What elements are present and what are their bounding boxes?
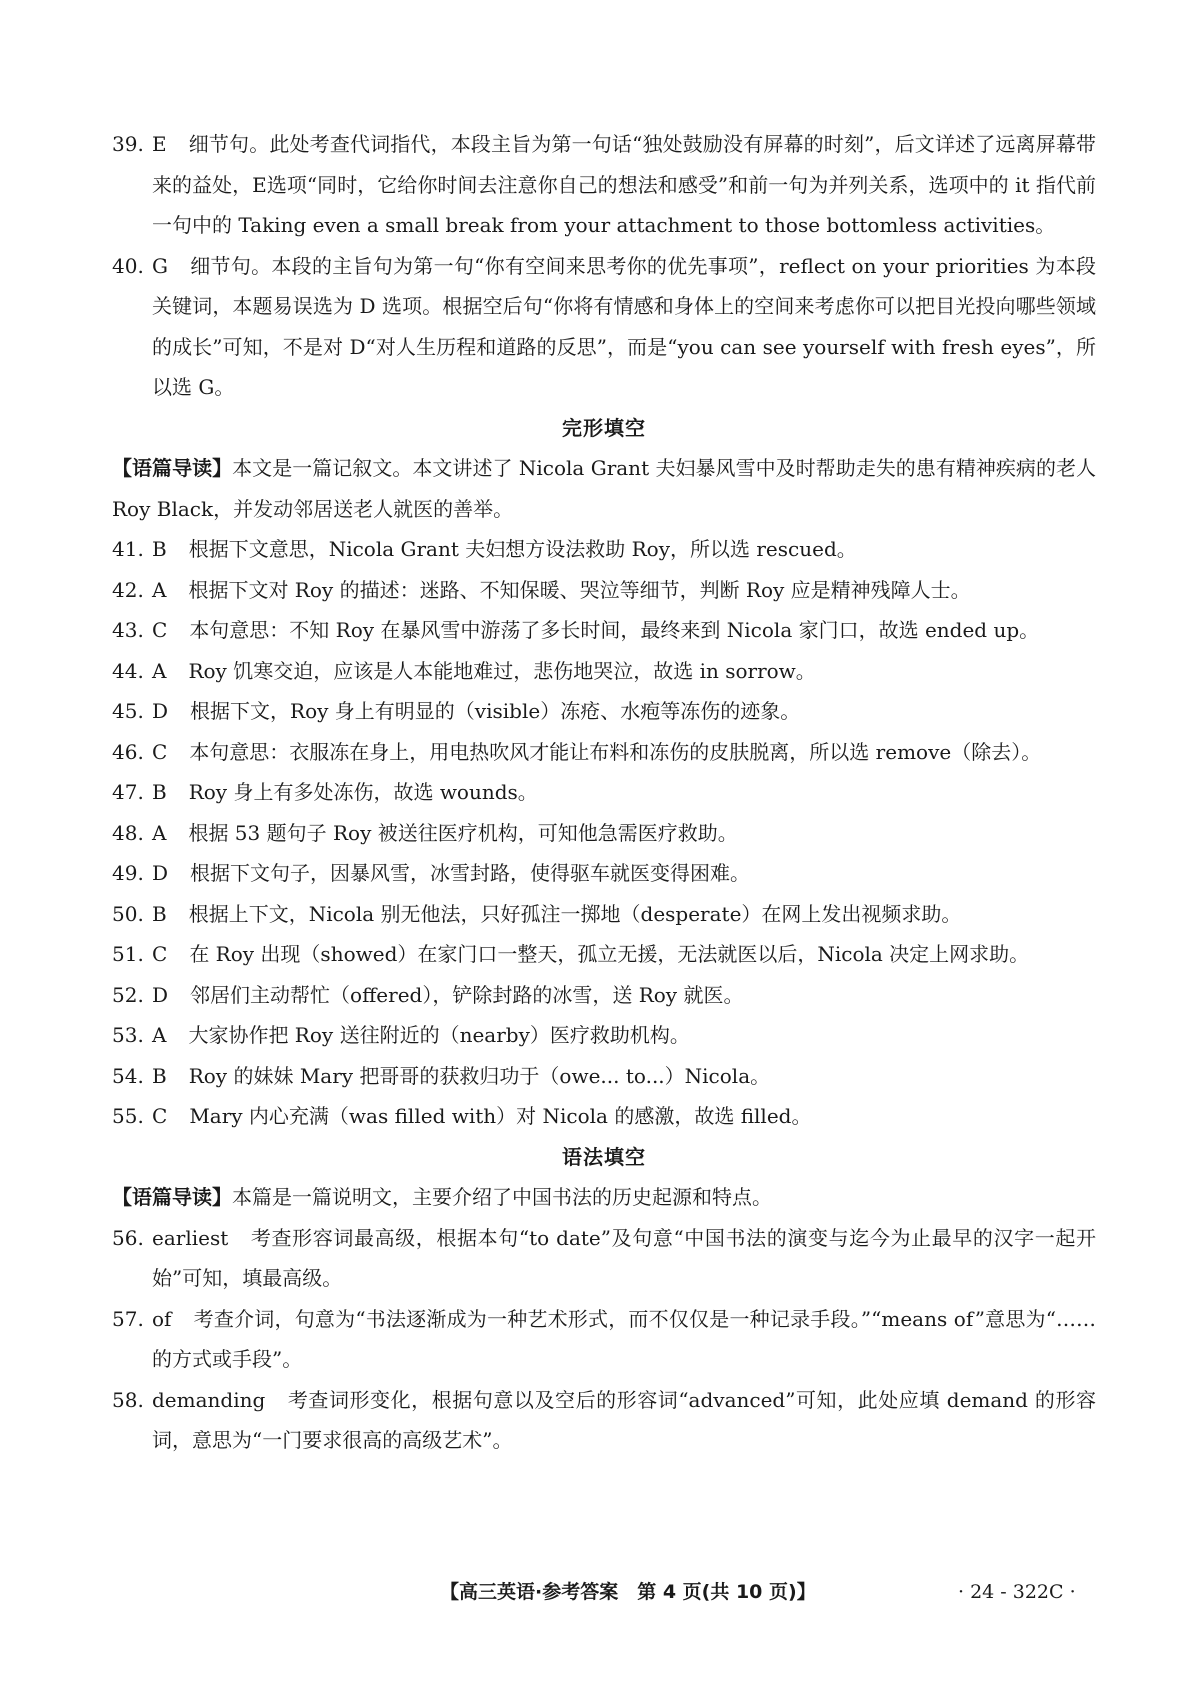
answer-item	[112, 732, 1096, 773]
answer-item	[112, 1299, 1096, 1380]
answer-item	[112, 1380, 1096, 1461]
answer-key: C	[152, 1104, 168, 1128]
grammar-answers	[112, 1218, 1096, 1461]
answer-key: earliest	[152, 1225, 229, 1250]
answer-number: 51.	[112, 942, 144, 966]
answer-item	[112, 853, 1096, 894]
answer-explanation: 本句意思：衣服冻在身上，用电热吹风才能让布料和冻伤的皮肤脱离，所以选 remove（除去）。	[189, 739, 1042, 764]
answer-key: B	[152, 780, 167, 804]
answer-item	[112, 124, 1096, 246]
answer-explanation: 考查词形变化，根据句意以及空后的形容词“advanced”可知，此处应填 demand 的形容词，意思为“一门要求很高的高级艺术”。	[152, 1387, 1096, 1452]
answer-number: 41.	[112, 537, 144, 561]
answer-number: 39.	[112, 132, 144, 156]
answer-item	[112, 1056, 1096, 1097]
answer-explanation: 考查介词，句意为“书法逐渐成为一种艺术形式，而不仅仅是一种记录手段。”“means of”意思为“……的方式或手段”。	[152, 1306, 1096, 1371]
answer-item	[112, 813, 1096, 854]
footer-doc-code: · 24 - 322C ·	[958, 1581, 1076, 1603]
answer-item	[112, 894, 1096, 935]
answer-number: 44.	[112, 658, 144, 683]
answer-key: B	[152, 1063, 167, 1088]
answer-explanation: 本句意思：不知 Roy 在暴风雪中游荡了多长时间，最终来到 Nicola 家门口，故选 ended up。	[189, 618, 1040, 642]
answer-number: 56.	[112, 1225, 144, 1250]
answer-number: 58.	[112, 1387, 144, 1412]
answer-item	[112, 1096, 1096, 1137]
reading-answers	[112, 124, 1096, 408]
answer-item	[112, 570, 1096, 611]
footer-page-info: 【高三英语·参考答案 第 4 页(共 10 页)】	[440, 1581, 816, 1603]
answer-explanation: 根据下文句子，因暴风雪，冰雪封路，使得驱车就医变得困难。	[190, 861, 751, 885]
answer-number: 42.	[112, 577, 144, 602]
answer-key: C	[152, 942, 168, 966]
answer-key: demanding	[152, 1387, 266, 1412]
answer-item	[112, 246, 1096, 408]
cloze-intro	[112, 448, 1096, 529]
answer-key: D	[152, 982, 169, 1007]
answer-explanation: Roy 身上有多处冻伤，故选 wounds。	[188, 780, 538, 804]
answer-item	[112, 1015, 1096, 1056]
grammar-intro-tag: 【语篇导读】	[112, 1185, 232, 1209]
grammar-intro	[112, 1177, 1096, 1218]
answer-item	[112, 691, 1096, 732]
answer-explanation: 大家协作把 Roy 送往附近的（nearby）医疗救助机构。	[188, 1023, 690, 1047]
answer-number: 40.	[112, 253, 144, 278]
answer-explanation: 根据上下文，Nicola 别无他法，只好孤注一掷地（desperate）在网上发出视频求助。	[188, 901, 962, 926]
answer-content	[112, 124, 1096, 1461]
answer-key: B	[152, 901, 167, 926]
answer-key: D	[152, 861, 169, 885]
answer-number: 57.	[112, 1306, 144, 1331]
answer-explanation: 根据下文意思，Nicola Grant 夫妇想方设法救助 Roy，所以选 rescued。	[188, 537, 857, 561]
grammar-section-title: 语法填空	[562, 1144, 646, 1169]
answer-item	[112, 1218, 1096, 1299]
cloze-intro-text: 本文是一篇记叙文。本文讲述了 Nicola Grant 夫妇暴风雪中及时帮助走失的患有精神疾病的老人 Roy Black，并发动邻居送老人就医的善举。	[112, 456, 1096, 521]
answer-explanation: 根据 53 题句子 Roy 被送往医疗机构，可知他急需医疗救助。	[188, 820, 738, 845]
answer-key: A	[152, 1023, 167, 1047]
cloze-section-title: 完形填空	[562, 415, 646, 440]
answer-key: B	[152, 537, 167, 561]
answer-explanation: 细节句。此处考查代词指代，本段主旨为第一句话“独处鼓励没有屏幕的时刻”，后文详述了远离屏幕带来的益处，E选项“同时，它给你时间去注意你自己的想法和感受”和前一句为并列关系，选项中的 it 指代前一句中的 Taking even a small break from your attachment to those bottomless activities。	[152, 132, 1096, 237]
answer-explanation: 根据下文对 Roy 的描述：迷路、不知保暖、哭泣等细节，判断 Roy 应是精神残障人士。	[188, 577, 971, 602]
answer-key: G	[152, 253, 168, 278]
answer-key: C	[152, 618, 168, 642]
answer-item	[112, 610, 1096, 651]
answer-number: 54.	[112, 1063, 144, 1088]
answer-key: A	[152, 658, 167, 683]
answer-number: 52.	[112, 982, 144, 1007]
answer-key: of	[152, 1306, 172, 1331]
answer-number: 55.	[112, 1104, 144, 1128]
answer-item	[112, 934, 1096, 975]
answer-explanation: 根据下文，Roy 身上有明显的（visible）冻疮、水疱等冻伤的迹象。	[190, 699, 801, 723]
grammar-intro-text: 本篇是一篇说明文，主要介绍了中国书法的历史起源和特点。	[232, 1185, 772, 1209]
cloze-answers	[112, 529, 1096, 1137]
answer-number: 46.	[112, 739, 144, 764]
answer-number: 53.	[112, 1023, 144, 1047]
answer-explanation: Mary 内心充满（was filled with）对 Nicola 的感激，故选 filled。	[189, 1104, 812, 1128]
answer-explanation: 邻居们主动帮忙（offered），铲除封路的冰雪，送 Roy 就医。	[190, 982, 744, 1007]
answer-number: 45.	[112, 699, 144, 723]
answer-key: A	[152, 820, 167, 845]
answer-item	[112, 975, 1096, 1016]
answer-number: 50.	[112, 901, 144, 926]
answer-item	[112, 651, 1096, 692]
answer-number: 43.	[112, 618, 144, 642]
answer-number: 49.	[112, 861, 144, 885]
answer-key: C	[152, 739, 168, 764]
answer-explanation: Roy 饥寒交迫，应该是人本能地难过，悲伤地哭泣，故选 in sorrow。	[188, 658, 816, 683]
cloze-intro-tag: 【语篇导读】	[112, 456, 233, 480]
answer-item	[112, 529, 1096, 570]
answer-key: A	[152, 577, 167, 602]
answer-explanation: 细节句。本段的主旨句为第一句“你有空间来思考你的优先事项”，reflect on your priorities 为本段关键词，本题易误选为 D 选项。根据空后句“你将有情感和身体上的空间来考虑你可以把目光投向哪些领域的成长”可知，不是对 D“对人生历程和道路的反思”，而是“you can see yourself with fresh eyes”，所以选 G。	[152, 253, 1096, 399]
answer-item	[112, 772, 1096, 813]
answer-number: 48.	[112, 820, 144, 845]
answer-explanation: 在 Roy 出现（showed）在家门口一整天，孤立无援，无法就医以后，Nicola 决定上网求助。	[189, 942, 1030, 966]
answer-key: E	[152, 132, 167, 156]
answer-number: 47.	[112, 780, 144, 804]
answer-key: D	[152, 699, 169, 723]
answer-explanation: 考查形容词最高级，根据本句“to date”及句意“中国书法的演变与迄今为止最早的汉字一起开始”可知，填最高级。	[152, 1225, 1096, 1290]
answer-explanation: Roy 的妹妹 Mary 把哥哥的获救归功于（owe... to...）Nicola。	[188, 1063, 771, 1088]
